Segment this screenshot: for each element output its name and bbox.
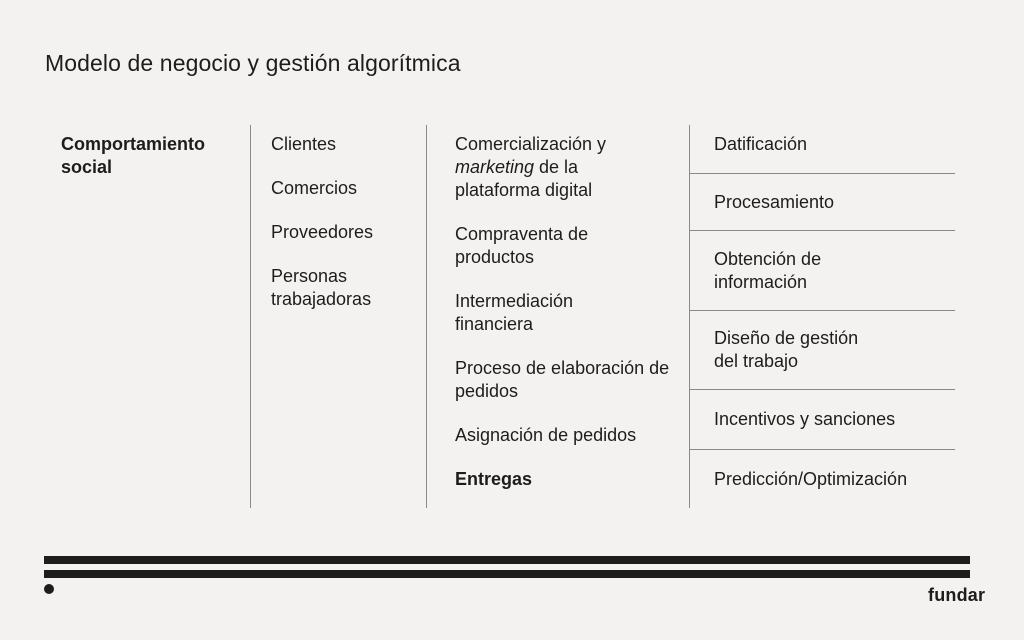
process-line xyxy=(455,156,680,179)
process-italic-word: marketing xyxy=(455,157,535,177)
behavior-label-line1: Comportamiento xyxy=(61,134,205,154)
decorative-bar xyxy=(44,570,970,578)
process-line-rest: de la xyxy=(534,157,579,177)
column-divider xyxy=(250,125,251,508)
management-item xyxy=(690,174,955,231)
management-item-label: Procesamiento xyxy=(714,191,835,212)
actor-item: Comercios xyxy=(271,178,358,198)
actor-item: Personas trabajadoras xyxy=(271,266,372,309)
management-item-label: Obtención de información xyxy=(714,248,822,292)
page-title: Modelo de negocio y gestión algorítmica xyxy=(45,50,461,76)
behavior-label-line2: social xyxy=(61,157,113,177)
column-divider xyxy=(426,125,427,508)
brand-logo: fundar xyxy=(928,585,986,605)
process-item: Asignación de pedidos xyxy=(455,425,637,445)
process-item: Intermediación financiera xyxy=(455,291,574,334)
process-item-highlighted: Entregas xyxy=(455,469,533,489)
process-item: Proceso de elaboración de pedidos xyxy=(455,358,670,401)
process-item: Compraventa de productos xyxy=(455,224,589,267)
actor-item: Proveedores xyxy=(271,222,374,242)
management-item xyxy=(690,450,955,508)
column-behavior xyxy=(61,133,241,179)
column-actors xyxy=(271,133,421,332)
decorative-dot xyxy=(44,584,54,594)
management-item xyxy=(690,231,955,311)
management-item xyxy=(690,311,955,390)
management-item-label: Diseño de gestión del trabajo xyxy=(714,328,859,371)
actor-item: Clientes xyxy=(271,134,337,154)
management-item-label: Datificación xyxy=(714,134,808,154)
management-item xyxy=(690,125,955,174)
column-algorithmic-management xyxy=(690,125,955,508)
decorative-bar xyxy=(44,556,970,564)
management-item-label: Predicción/Optimización xyxy=(714,468,908,489)
process-line: plataforma digital xyxy=(455,180,593,200)
process-line: Comercialización y xyxy=(455,134,607,154)
process-item xyxy=(455,133,680,202)
management-item xyxy=(690,390,955,450)
management-item-label: Incentivos y sanciones xyxy=(714,409,896,429)
column-processes xyxy=(455,133,680,512)
